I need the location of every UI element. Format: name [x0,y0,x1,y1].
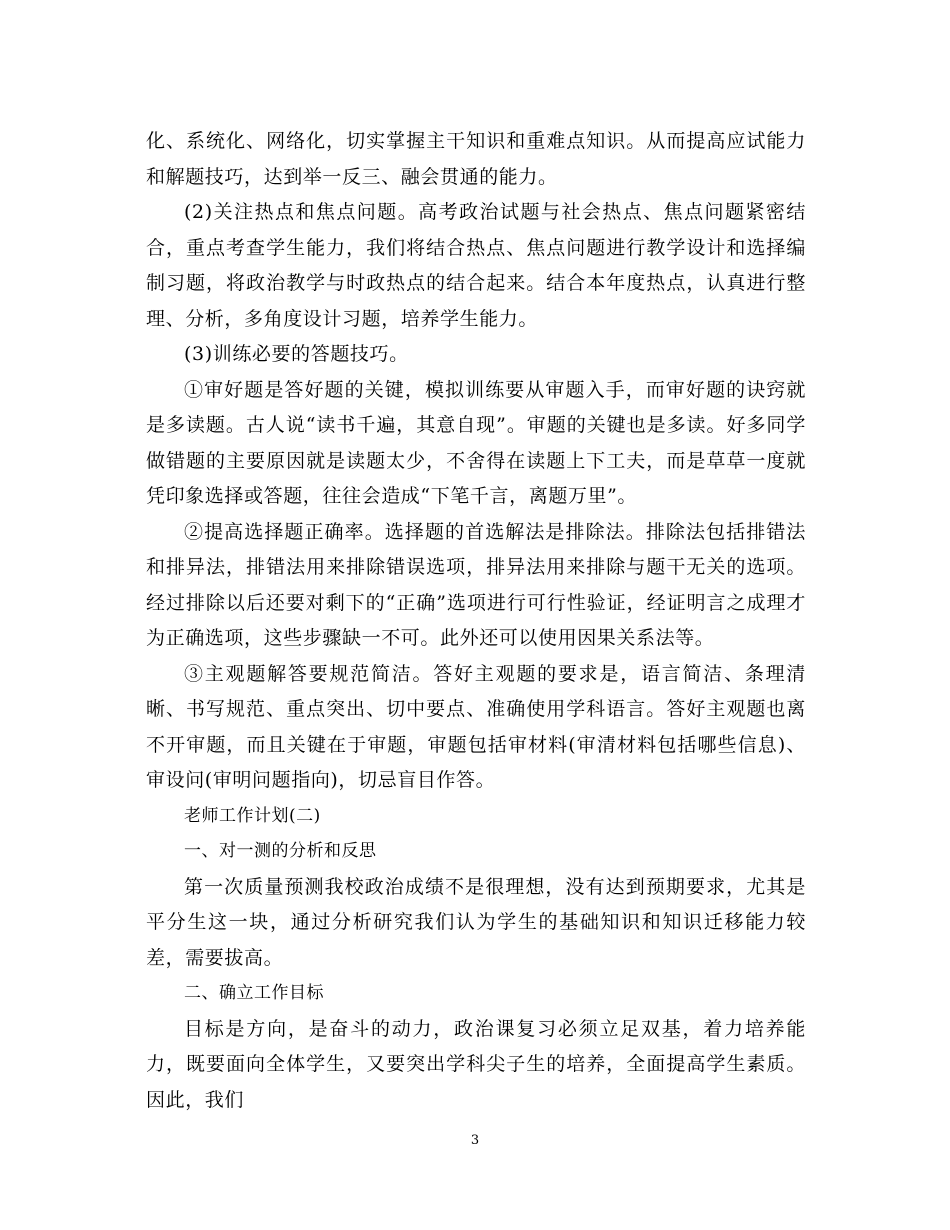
paragraph-read-question: ①审好题是答好题的关键，模拟训练要从审题入手，而审好题的诀窍就是多读题。古人说“读书千遍，其意自现”。审题的关键也是多读。好多同学做错题的主要原因就是读题太少，不舍得在读题上下工夫，而是草草一度就凭印象选择或答题，往往会造成“下笔千言，离题万里”。 [146,378,806,507]
section-title-plan-two: 老师工作计划(二) [184,805,321,826]
section-heading-goals: 二、确立工作目标 [184,983,324,1003]
section-heading-analysis: 一、对一测的分析和反思 [184,841,377,861]
paragraph-multiple-choice: ②提高选择题正确率。选择题的首选解法是排除法。排除法包括排错法和排异法，排错法用来排除错误选项，排异法用来排除与题干无关的选项。经过排除以后还要对剩下的“正确”选项进行可行性验证，经证明言之成理才为正确选项，这些步骤缺一不可。此外还可以使用因果关系法等。 [146,520,806,649]
paragraph-continuation: 化、系统化、网络化，切实掌握主干知识和重难点知识。从而提高应试能力和解题技巧，达到举一反三、融会贯通的能力。 [146,130,806,188]
document-body [146,124,806,1118]
paragraph-subjective-questions: ③主观题解答要规范简洁。答好主观题的要求是，语言简洁、条理清晰、书写规范、重点突出、切中要点、准确使用学科语言。答好主观题也离不开审题，而且关键在于审题，审题包括审材料(审清材料包括哪些信息)、审设问(审明问题指向)，切忌盲目作答。 [146,662,806,791]
paragraph-goals: 目标是方向，是奋斗的动力，政治课复习必须立足双基，着力培养能力，既要面向全体学生，又要突出学科尖子生的培养，全面提高学生素质。因此，我们 [146,1017,806,1111]
page-number: 3 [470,1133,480,1148]
paragraph-answer-skills-heading: (3)训练必要的答题技巧。 [184,343,409,365]
paragraph-analysis: 第一次质量预测我校政治成绩不是很理想，没有达到预期要求，尤其是平分生这一块，通过分析研究我们认为学生的基础知识和知识迁移能力较差，需要拔高。 [146,875,806,969]
paragraph-hotspot-issues: (2)关注热点和焦点问题。高考政治试题与社会热点、焦点问题紧密结合，重点考查学生能力，我们将结合热点、焦点问题进行教学设计和选择编制习题，将政治教学与时政热点的结合起来。结合本年度热点，认真进行整理、分析，多角度设计习题，培养学生能力。 [146,201,806,330]
